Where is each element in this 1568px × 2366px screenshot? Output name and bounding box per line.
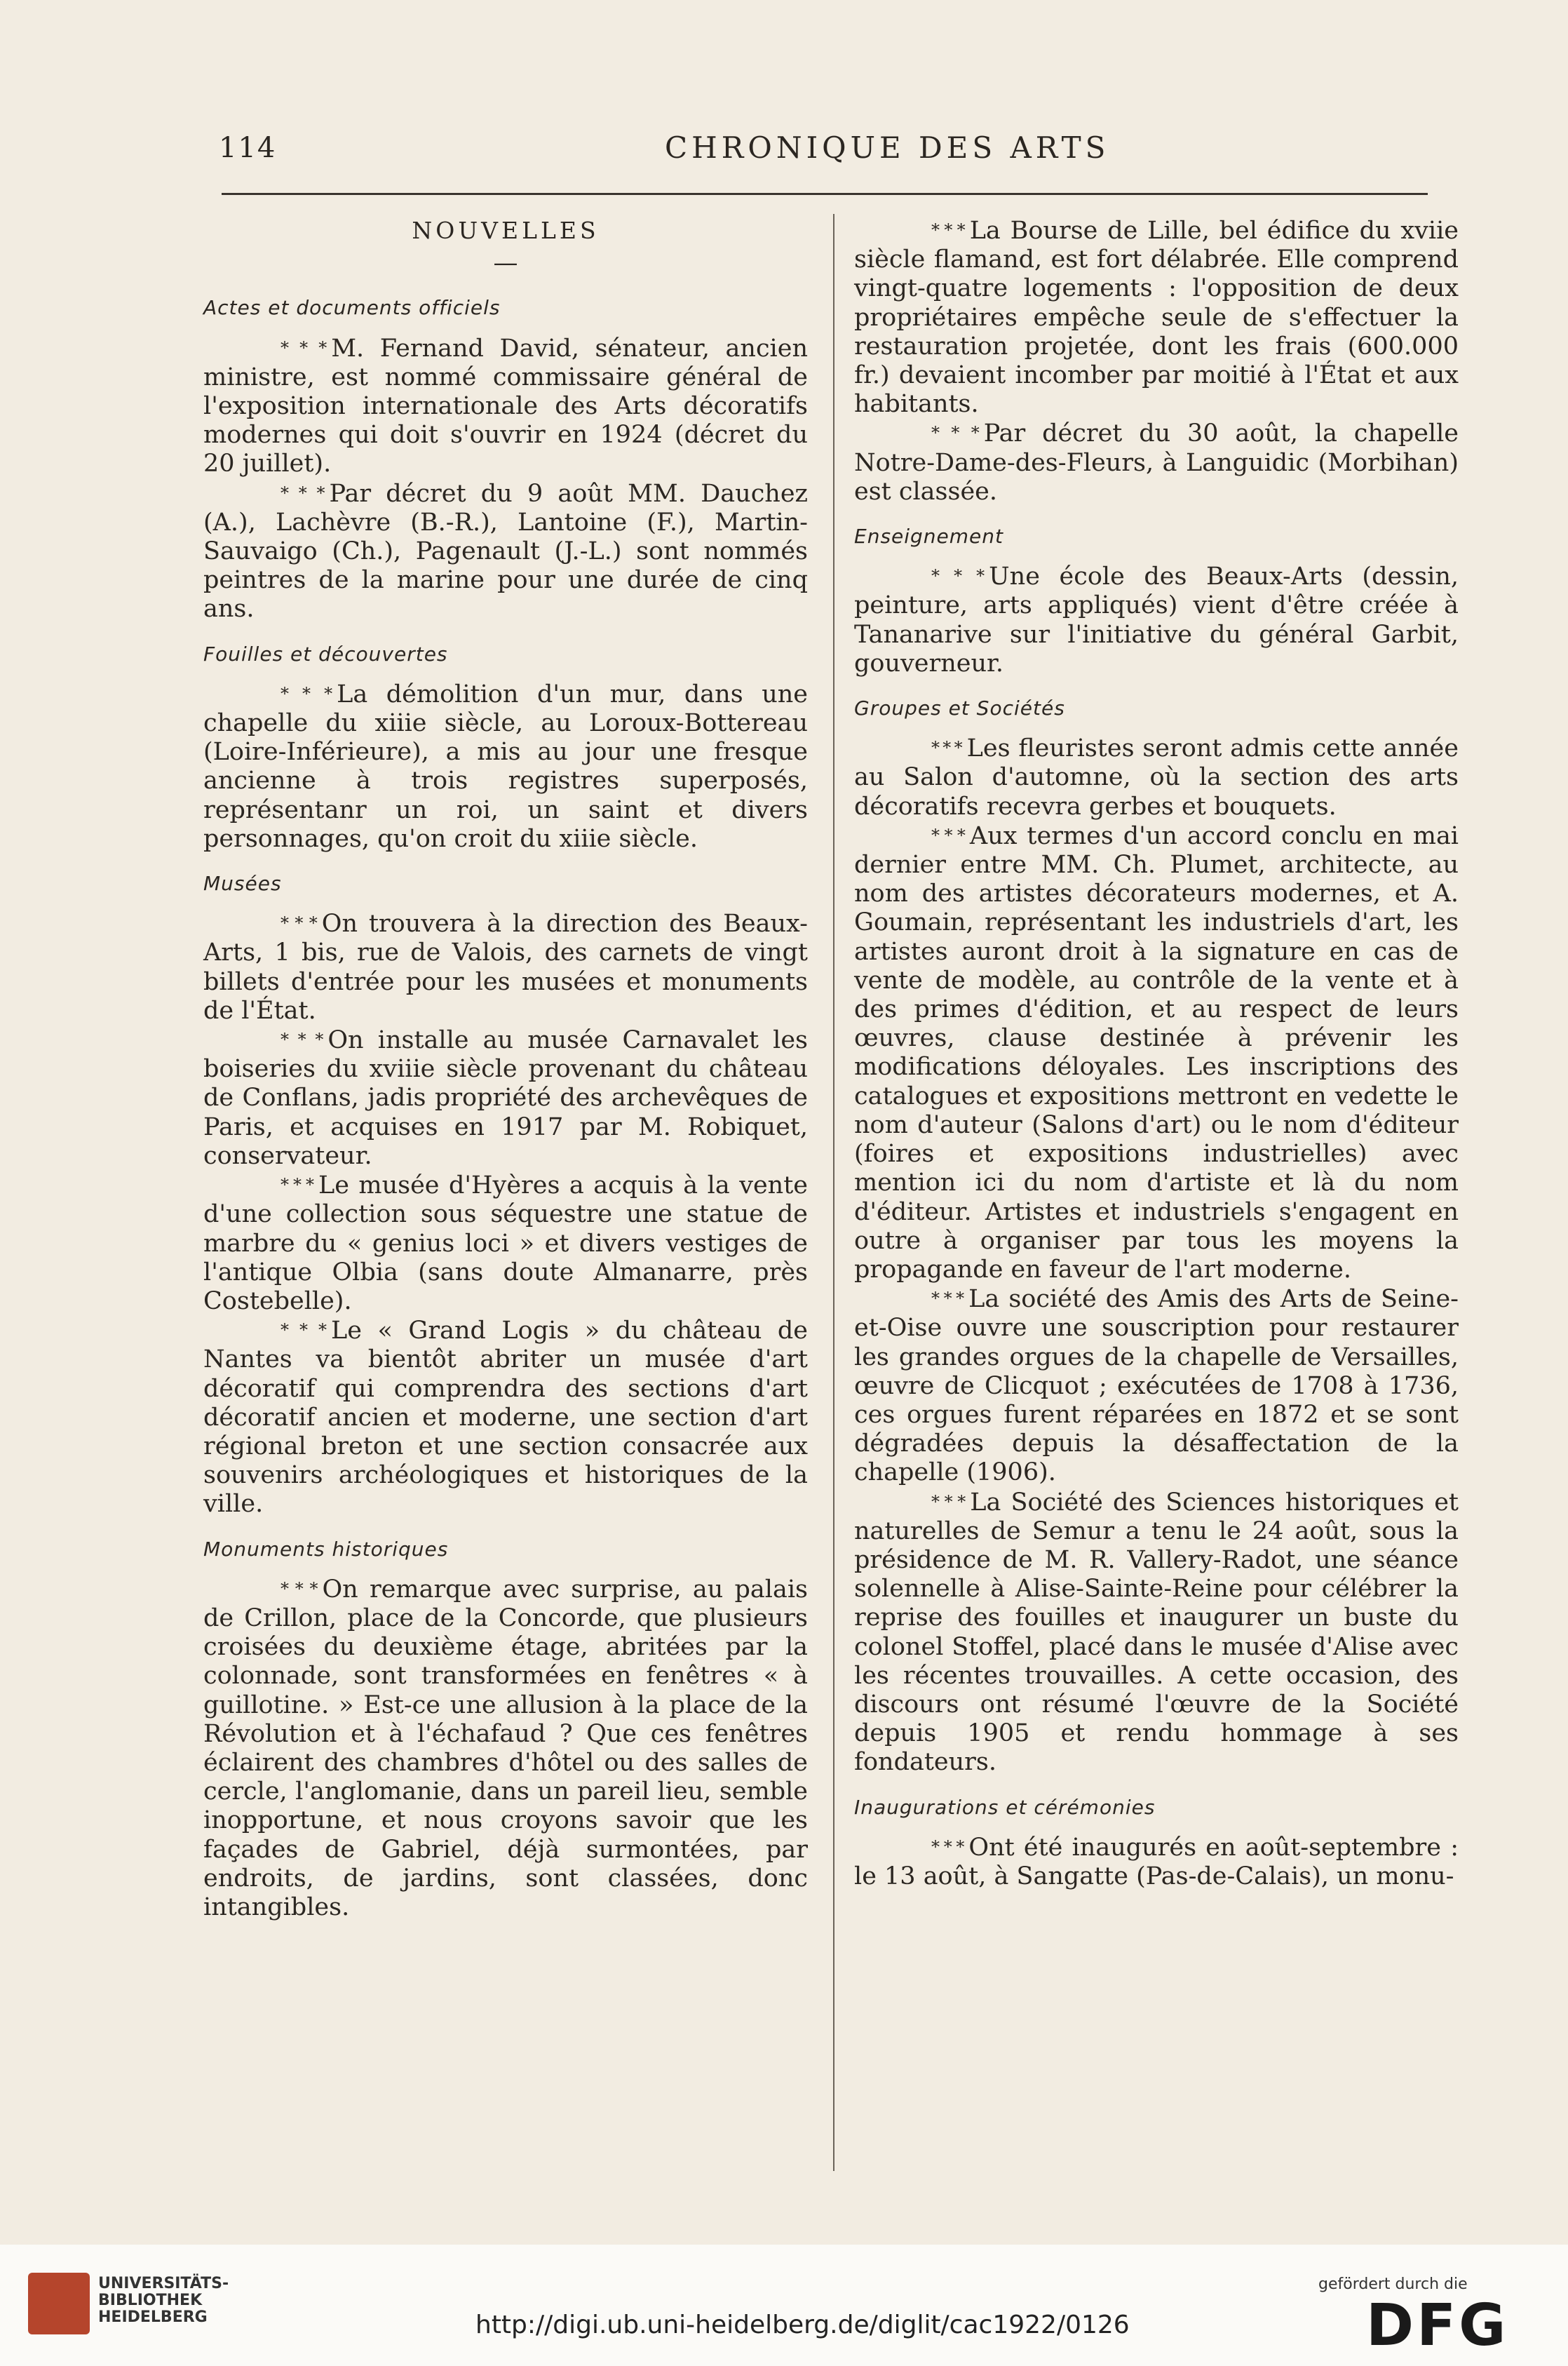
page-number: 114 [219,132,277,164]
source-url-link[interactable]: http://digi.ub.uni-heidelberg.de/diglit/cac1922/0126 [475,2311,1130,2339]
paragraph-text: Le « Grand Logis » du château de Nantes va bientôt abriter un musée d'art décoratif qui comprendra des sections d'art décoratif ancien et moderne, une section d'art régional breton et une section consacrée aux souvenirs archéologiques et historiques de la ville. [203,1317,808,1519]
section-heading: Fouilles et découvertes [203,642,448,666]
news-paragraph [854,419,1459,506]
section-heading: Groupes et Sociétés [854,697,1065,720]
dfg-logo: DFG [1366,2292,1509,2359]
right-column-body [854,216,1459,1891]
library-line: HEIDELBERG [98,2308,208,2326]
news-paragraph [203,1171,808,1316]
paragraph-text: La Bourse de Lille, bel édifice du xviie siècle flamand, est fort délabrée. Elle comprend vingt-quatre logements : l'opposition de deux propriétaires empêche seule de s'effectuer la restauration projetée, dont les frais (600.000 fr.) devaient incomber par moitié à l'État et aux habitants. [854,217,1459,419]
paragraph-text: Aux termes d'un accord conclu en mai dernier entre MM. Ch. Plumet, architecte, au nom des artistes décorateurs modernes, et A. Goumain, représentant les industriels d'art, les artistes auront droit à la signature en cas de vente de modèle, au contrôle de la vente et à des primes d'édition, et au respect de leurs œuvres, clause destinée à prévenir les modifications déloyales. Les inscriptions des catalogues et expositions mettront en vedette le nom d'auteur (Salons d'art) ou le nom d'éditeur (foires et expositions industrielles) avec mention ici du nom d'artiste et là du nom d'éditeur. Artistes et industriels s'engagent en outre à organiser par tous les moyens la propagande en faveur de l'art moderne. [854,821,1459,1284]
section-title: NOUVELLES [412,217,600,244]
news-paragraph [854,216,1459,419]
left-column [203,216,808,1922]
asterism-icon: * * * [931,220,964,240]
asterism-icon: * * * [281,337,326,358]
library-line: UNIVERSITÄTS- [98,2275,229,2292]
header-rule [222,193,1428,195]
paragraph-text: Une école des Beaux-Arts (dessin, peinture, arts appliqués) vient d'être créée à Tananarive sur l'initiative du général Garbit, gouverneur. [854,563,1459,678]
news-paragraph [854,1488,1459,1777]
asterism-icon: * * * [931,566,984,586]
news-paragraph [203,1026,808,1171]
paragraph-text: On installe au musée Carnavalet les boiseries du xviiie siècle provenant du château de Conflans, jadis propriété des archevêques de Paris, et acquises en 1917 par M. Robiquet, conservateur. [203,1026,808,1170]
section-heading: Monuments historiques [203,1537,449,1561]
asterism-icon: * * * [931,1289,964,1309]
section-heading: Actes et documents officiels [203,296,501,320]
asterism-icon: * * * [281,1578,317,1599]
right-column [854,216,1459,1891]
sponsor-note: gefördert durch die [1318,2276,1468,2293]
paragraph-text: Les fleuristes seront admis cette année au Salon d'automne, où la section des arts décoratifs recevra gerbes et bouquets. [854,734,1459,821]
news-paragraph [854,821,1459,1284]
library-name [98,2276,229,2326]
library-line: BIBLIOTHEK [98,2292,203,2309]
running-title: CHRONIQUE DES ARTS [665,130,1110,165]
news-paragraph [854,734,1459,821]
left-column-body [203,293,808,1922]
paragraph-text: Par décret du 30 août, la chapelle Notre-Dame-des-Fleurs, à Languidic (Morbihan) est classée. [854,419,1459,506]
paragraph-text: Le musée d'Hyères a acquis à la vente d'une collection sous séquestre une statue de marbre du « genius loci » et divers vestiges de l'antique Olbia (sans doute Almanarre, près Costebelle). [203,1171,808,1315]
news-paragraph [854,1284,1459,1487]
paragraph-text: La société des Amis des Arts de Seine-et-Oise ouvre une souscription pour restaurer les grandes orgues de la chapelle de Versailles, œuvre de Clicquot ; exécutées de 1708 à 1736, ces orgues furent réparées en 1872 et se sont dégradées depuis la désaffectation de la chapelle (1906). [854,1285,1459,1487]
asterism-icon: * * * [281,683,332,704]
news-paragraph [854,1833,1459,1891]
news-paragraph [203,909,808,1026]
section-heading: Enseignement [854,525,1004,549]
asterism-icon: * * * [931,1491,965,1512]
asterism-icon: * * * [931,738,961,758]
asterism-icon: * * * [281,483,324,503]
asterism-icon: * * * [281,1320,326,1340]
news-paragraph [203,1575,808,1922]
title-dash: — [493,249,518,278]
news-paragraph [203,479,808,624]
paragraph-text: La démolition d'un mur, dans une chapelle du xiiie siècle, au Loroux-Bottereau (Loire-Inférieure), a mis au jour une fresque ancienne à trois registres superposés, représentanr un roi, un saint et divers personnages, qu'on croit du xiiie siècle. [203,680,809,853]
paragraph-text: On trouvera à la direction des Beaux-Arts, 1 bis, rue de Valois, des carnets de vingt billets d'entrée pour les musées et monuments de l'État. [203,910,808,1025]
section-heading: Musées [203,872,282,896]
news-paragraph [203,1316,808,1519]
column-rule [833,214,834,2171]
paragraph-text: On remarque avec surprise, au palais de Crillon, place de la Concorde, que plusieurs croisées du deuxième étage, abritées par la colonnade, sont transformées en fenêtres « à guillotine. » Est-ce une allusion à la place de la Révolution et à l'échafaud ? Que ces fenêtres éclairent des chambres d'hôtel ou des salles de cercle, l'anglomanie, dans un pareil lieu, semble inopportune, et nous croyons savoir que les façades de Gabriel, déjà surmontées, par endroits, de jardins, sont classées, donc intangibles. [203,1575,808,1921]
asterism-icon: * * * [281,913,316,934]
university-logo-icon [28,2273,90,2334]
asterism-icon: * * * [931,1836,964,1857]
paragraph-text: M. Fernand David, sénateur, ancien ministre, est nommé commissaire général de l'exposition internationale des Arts décoratifs modernes qui doit s'ouvrir en 1924 (décret du 20 juillet). [203,334,808,478]
asterism-icon: * * * [281,1175,313,1195]
footer-bar [0,2245,1568,2366]
news-paragraph [203,680,808,854]
asterism-icon: * * * [281,1030,323,1050]
news-paragraph [854,562,1459,678]
paragraph-text: Ont été inaugurés en août-septembre : le 13 août, à Sangatte (Pas-de-Calais), un monu- [854,1833,1459,1890]
section-heading: Inaugurations et cérémonies [854,1795,1156,1819]
news-paragraph [203,334,808,479]
asterism-icon: * * * [931,825,964,845]
paragraph-text: Par décret du 9 août MM. Dauchez (A.), Lachèvre (B.-R.), Lantoine (F.), Martin-Sauvaigo (Ch.), Pagenault (J.-L.) sont nommés peintres de la marine pour une durée de cinq ans. [203,479,808,624]
asterism-icon: * * * [931,423,978,443]
paragraph-text: La Société des Sciences historiques et naturelles de Semur a tenu le 24 août, sous la présidence de M. R. Vallery-Radot, une séance solennelle à Alise-Sainte-Reine pour célébrer la reprise des fouilles et inaugurer un buste du colonel Stoffel, placé dans le musée d'Alise avec les récentes trouvailles. A cette occasion, des discours ont résumé l'œuvre de la Société depuis 1905 et rendu hommage à ses fondateurs. [854,1488,1459,1777]
